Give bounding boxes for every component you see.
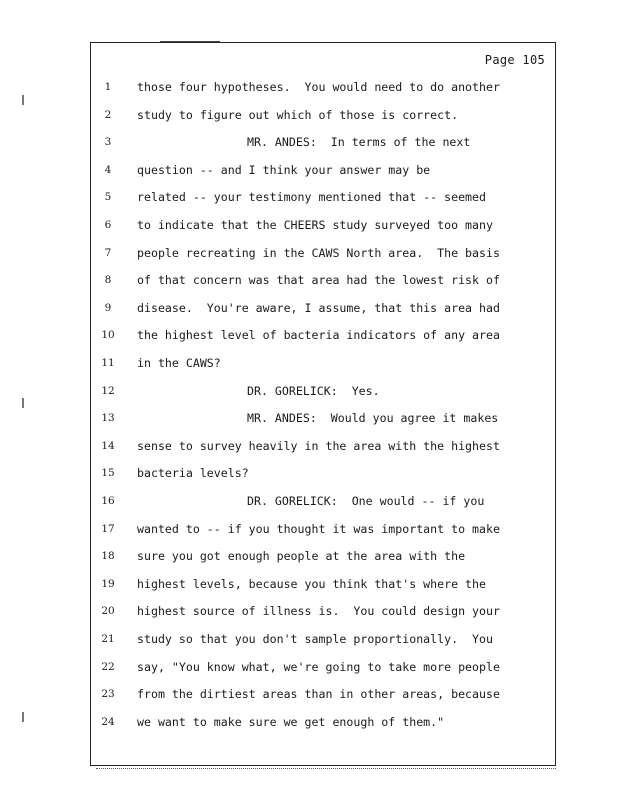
transcript-line — [91, 521, 555, 541]
line-text: MR. ANDES: In terms of the next — [247, 135, 471, 150]
line-number: 10 — [101, 329, 115, 342]
transcript-line — [91, 686, 555, 706]
hole-punch-mark — [22, 398, 24, 408]
line-text: sure you got enough people at the area with the — [137, 549, 466, 564]
transcript-line — [91, 465, 555, 485]
hole-punch-mark — [22, 712, 24, 722]
scan-artifact-bottom — [96, 768, 556, 771]
transcript-line — [91, 603, 555, 623]
line-text: in the CAWS? — [137, 356, 221, 370]
transcript-line — [91, 189, 555, 209]
line-number: 8 — [104, 274, 112, 287]
line-text: DR. GORELICK: One would -- if you — [247, 494, 485, 508]
transcript-line — [91, 548, 555, 568]
transcript-page — [90, 42, 556, 766]
line-text: disease. You're aware, I assume, that this area had — [137, 300, 500, 315]
transcript-line — [91, 410, 555, 430]
line-text: question -- and I think your answer may be — [137, 162, 431, 177]
line-text: people recreating in the CAWS North area. The basis — [137, 245, 500, 260]
transcript-line — [91, 245, 555, 265]
transcript-line — [91, 383, 555, 403]
line-number: 13 — [101, 412, 115, 425]
transcript-line — [91, 134, 555, 154]
line-text: we want to make sure we get enough of them." — [137, 714, 445, 729]
line-text: highest levels, because you think that's where the — [137, 576, 487, 591]
line-text: related -- your testimony mentioned that -- seemed — [137, 190, 487, 205]
transcript-line — [91, 217, 555, 237]
line-number: 5 — [104, 191, 112, 204]
line-text: say, "You know what, we're going to take more people — [137, 659, 500, 674]
line-number: 14 — [101, 439, 115, 452]
line-number: 16 — [101, 495, 115, 507]
line-number: 9 — [104, 301, 112, 314]
line-number: 6 — [104, 219, 112, 231]
transcript-line — [91, 631, 555, 651]
transcript-line — [91, 714, 555, 734]
transcript-line — [91, 659, 555, 679]
line-text: to indicate that the CHEERS study surveyed too many — [137, 218, 493, 232]
transcript-line — [91, 300, 555, 320]
line-text: study to figure out which of those is correct. — [137, 107, 459, 122]
line-text: of that concern was that area had the lowest risk of — [137, 273, 500, 288]
transcript-line — [91, 107, 555, 127]
transcript-line — [91, 272, 555, 292]
line-number: 23 — [101, 688, 115, 701]
line-text: those four hypotheses. You would need to do another — [137, 80, 500, 94]
line-number: 12 — [101, 384, 115, 397]
line-number: 19 — [101, 577, 115, 590]
line-text: DR. GORELICK: Yes. — [247, 383, 380, 398]
line-text: the highest level of bacteria indicators of any area — [137, 328, 500, 343]
transcript-line — [91, 576, 555, 596]
line-text: wanted to -- if you thought it was important to make — [137, 521, 500, 536]
line-text: highest source of illness is. You could design your — [137, 604, 500, 619]
line-number: 22 — [101, 660, 115, 673]
line-text: from the dirtiest areas than in other areas, because — [137, 687, 500, 702]
line-number: 3 — [104, 136, 112, 149]
line-number: 20 — [101, 605, 115, 618]
transcript-line — [91, 327, 555, 347]
line-number: 21 — [101, 633, 115, 645]
page-number: Page 105 — [484, 53, 545, 67]
transcript-line — [91, 162, 555, 182]
line-number: 7 — [104, 246, 112, 259]
line-number: 15 — [101, 467, 115, 480]
hole-punch-mark — [22, 95, 24, 105]
transcript-line — [91, 79, 555, 99]
line-number: 17 — [101, 522, 115, 535]
line-number: 4 — [104, 163, 112, 176]
line-number: 24 — [101, 715, 115, 728]
line-text: MR. ANDES: Would you agree it makes — [247, 411, 499, 426]
line-number: 1 — [104, 81, 112, 93]
line-number: 2 — [104, 108, 112, 121]
transcript-line — [91, 438, 555, 458]
line-text: sense to survey heavily in the area with the highest — [137, 438, 500, 453]
line-number: 18 — [101, 550, 115, 563]
line-text: bacteria levels? — [137, 466, 249, 481]
transcript-line — [91, 493, 555, 513]
transcript-line — [91, 355, 555, 375]
line-number: 11 — [101, 357, 115, 369]
line-text: study so that you don't sample proportionally. You — [137, 632, 493, 646]
